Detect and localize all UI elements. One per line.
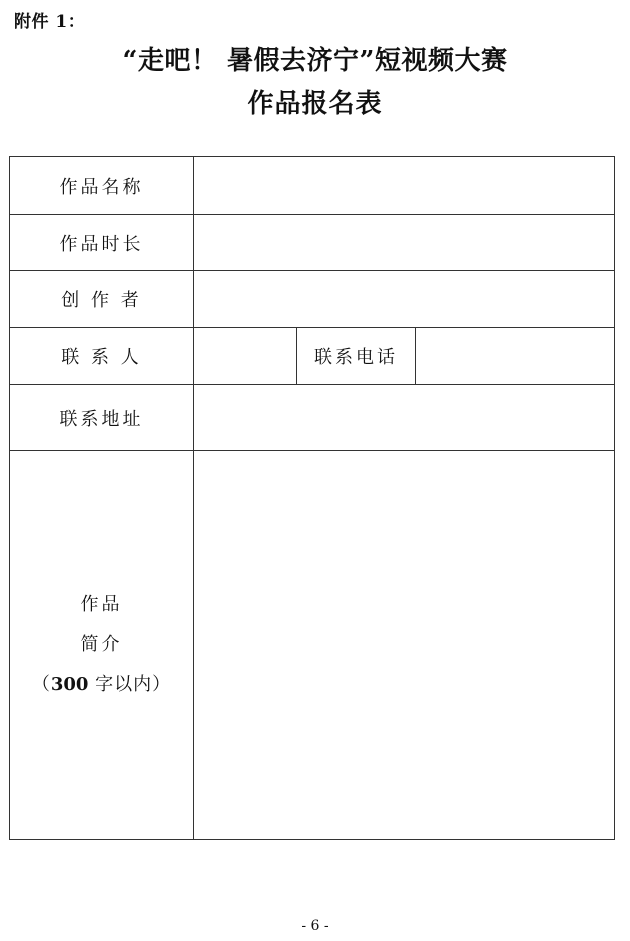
work-intro-label [10, 451, 194, 840]
row-creator [10, 271, 615, 328]
form-title: 作品报名表 [247, 89, 383, 119]
row-work-intro [10, 451, 615, 840]
intro-label-line2: 简介 [80, 634, 123, 655]
row-work-duration [10, 215, 615, 271]
creator-label: 创 作 者 [10, 271, 194, 328]
intro-note-open: （ [31, 674, 51, 695]
work-intro-field[interactable] [194, 451, 615, 840]
contact-phone-field[interactable] [416, 328, 615, 385]
row-work-name [10, 157, 615, 215]
work-name-field[interactable] [194, 157, 615, 215]
attachment-label: 附件 1： [14, 12, 86, 32]
work-name-label: 作品名称 [10, 157, 194, 215]
row-contact [10, 328, 615, 385]
contact-address-field[interactable] [194, 385, 615, 451]
contact-address-label: 联系地址 [10, 385, 194, 451]
contact-person-field[interactable] [194, 328, 297, 385]
work-duration-label: 作品时长 [10, 215, 194, 271]
registration-form-table [9, 156, 615, 840]
creator-field[interactable] [194, 271, 615, 328]
intro-note-number: 300 [50, 674, 89, 695]
intro-label-line1: 作品 [80, 594, 123, 615]
contact-phone-label: 联系电话 [297, 328, 416, 385]
work-duration-field[interactable] [194, 215, 615, 271]
intro-note-rest: 字以内） [88, 674, 172, 695]
page-number: - 6 - [301, 918, 329, 934]
contact-person-label: 联 系 人 [10, 328, 194, 385]
intro-word-limit-note [10, 665, 193, 705]
contest-title: “走吧！ 暑假去济宁”短视频大赛 [122, 46, 508, 76]
row-contact-address [10, 385, 615, 451]
